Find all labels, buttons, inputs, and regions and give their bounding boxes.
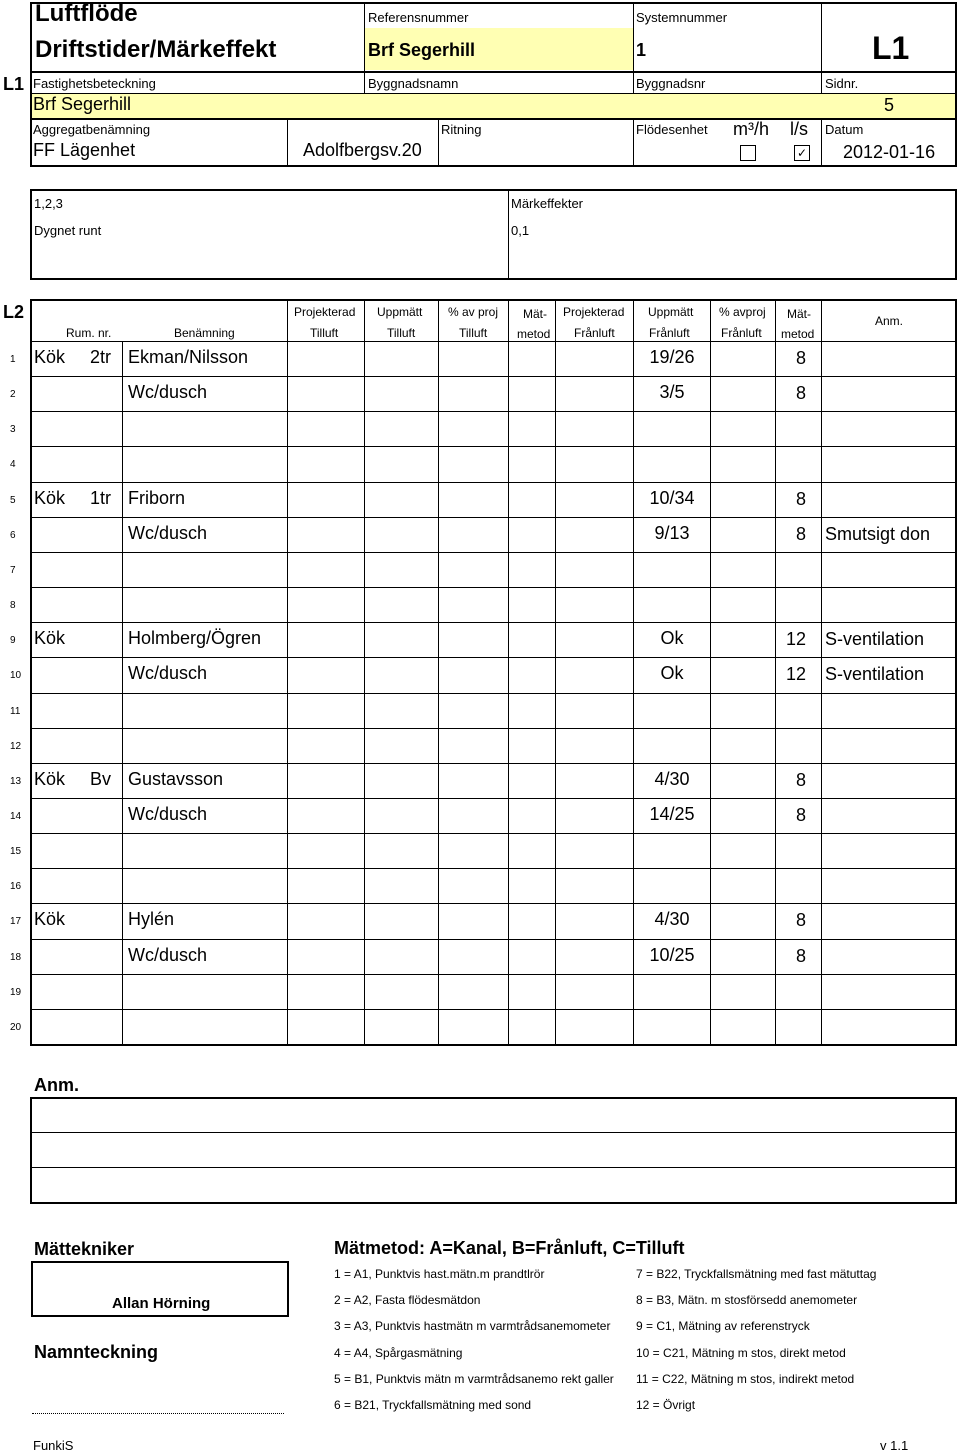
row-number: 14 [10,811,22,822]
cell-rum[interactable]: Kök [34,769,66,789]
cell-uppmatt-franluft[interactable]: 10/25 [649,945,695,965]
cell-floor[interactable]: 2tr [90,347,112,367]
unit-m3h-label: m³/h [733,119,769,139]
byggnadsnamn-label: Byggnadsnamn [368,76,459,91]
header-pct-tilluft-2: Tilluft [459,326,488,340]
cell-floor[interactable]: Bv [90,769,112,789]
cell-benamning[interactable]: Holmberg/Ögren [128,628,262,648]
form-title: Luftflöde [35,0,138,27]
row-number: 1 [10,354,16,365]
notes-line-3[interactable] [32,1168,955,1202]
cell-rum[interactable]: Kök [34,909,66,929]
row-label-l2: L2 [3,302,25,322]
table-row[interactable] [0,763,960,798]
cell-rum[interactable]: Kök [34,347,66,367]
header-proj-franluft-2: Frånluft [574,326,615,340]
method-item: 2 = A2, Fasta flödesmätdon [334,1293,481,1308]
method-item: 6 = B21, Tryckfallsmätning med sond [334,1398,532,1412]
table-row[interactable] [0,341,960,376]
form-subtitle: Driftstider/Märkeffekt [35,36,277,63]
row-number: 20 [10,1022,22,1033]
row-number: 6 [10,530,16,541]
unit-ls-label: l/s [790,119,808,139]
cell-benamning[interactable]: Ekman/Nilsson [128,347,249,367]
table-row[interactable] [0,376,960,411]
mattekniker-name[interactable]: Allan Hörning [112,1295,211,1312]
table-row[interactable] [0,622,960,657]
row-number: 18 [10,952,22,963]
cell-matmetod-franluft[interactable]: 12 [785,664,806,684]
form-code: L1 [872,30,910,66]
cell-uppmatt-franluft[interactable]: Ok [660,663,684,683]
cell-matmetod-franluft[interactable]: 8 [795,348,806,368]
aggregat-label: Aggregatbenämning [33,122,151,137]
datum-label: Datum [825,122,864,137]
signature-line[interactable] [32,1413,284,1414]
table-row[interactable] [0,939,960,974]
header-matmetod-f-2: metod [781,327,815,341]
row-number: 2 [10,389,16,400]
table-row[interactable] [0,411,960,446]
cell-anm[interactable]: S-ventilation [825,629,925,649]
header-pct-tilluft-1: % av proj [448,305,499,319]
cell-matmetod-franluft[interactable]: 8 [795,383,806,403]
method-item: 12 = Övrigt [636,1398,696,1412]
flodesenhet-label: Flödesenhet [636,122,708,137]
method-item: 4 = A4, Spårgasmätning [334,1345,463,1360]
table-row[interactable] [0,728,960,763]
table-row[interactable] [0,552,960,587]
row-number: 19 [10,987,22,998]
cell-uppmatt-franluft[interactable]: 10/34 [649,488,695,508]
cell-rum[interactable]: Kök [34,488,66,508]
header-upp-tilluft-1: Uppmätt [377,305,423,319]
table-row[interactable] [0,657,960,692]
version-label: v 1.1 [880,1438,909,1453]
cell-floor[interactable]: 1tr [90,488,112,508]
markeffekt-value[interactable]: 0,1 [511,223,530,238]
row-number: 5 [10,495,16,506]
method-item: 1 = A1, Punktvis hast.mätn.m prandtlrör [334,1267,545,1281]
table-row[interactable] [0,482,960,517]
header-upp-tilluft-2: Tilluft [387,326,416,340]
system-value[interactable]: 1 [636,40,647,60]
referens-value[interactable]: Brf Segerhill [368,40,476,60]
header-anm: Anm. [875,314,904,328]
cell-benamning[interactable]: Wc/dusch [128,523,208,543]
header-proj-tilluft-1: Projekterad [294,305,356,319]
method-item: 10 = C21, Mätning m stos, direkt metod [636,1345,846,1360]
address-value[interactable]: Adolfbergsv.20 [303,140,422,160]
table-row[interactable] [0,517,960,552]
row-number: 3 [10,424,16,435]
cell-matmetod-franluft[interactable]: 8 [795,805,806,825]
method-item: 8 = B3, Mätn. m stosförsedd anemometer [636,1293,858,1308]
cell-matmetod-franluft[interactable]: 8 [795,489,806,509]
table-row[interactable] [0,1009,960,1044]
sidnr-label: Sidnr. [825,76,859,91]
header-matmetod-t-2: metod [517,327,551,341]
row-number: 10 [10,670,22,681]
dygnet-label: Dygnet runt [34,223,102,238]
table-row[interactable] [0,693,960,728]
cell-matmetod-franluft[interactable]: 8 [795,524,806,544]
row-number: 4 [10,459,16,470]
aggregat-value[interactable]: FF Lägenhet [33,140,136,160]
table-row[interactable] [0,798,960,833]
header-proj-franluft-1: Projekterad [563,305,625,319]
row-number: 13 [10,776,22,787]
cell-benamning[interactable]: Gustavsson [128,769,224,789]
method-item: 11 = C22, Mätning m stos, indirekt metod [636,1371,855,1386]
header-upp-franluft-1: Uppmätt [648,305,694,319]
cell-uppmatt-franluft[interactable]: 4/30 [654,909,690,929]
cell-matmetod-franluft[interactable]: 8 [795,910,806,930]
notes-line-1[interactable] [32,1099,955,1132]
header-rum: Rum. nr. [66,326,112,340]
sidnr-value[interactable]: 5 [884,95,895,115]
fastighet-label: Fastighetsbeteckning [33,76,156,91]
cell-benamning[interactable]: Wc/dusch [128,945,208,965]
brand-label: FunkiS [33,1438,74,1453]
header-benamning: Benämning [174,326,235,340]
method-item: 9 = C1, Mätning av referenstryck [636,1319,810,1334]
unit-ls-checkbox[interactable]: ✓ [794,145,810,161]
cell-uppmatt-franluft[interactable]: 14/25 [649,804,695,824]
cell-benamning[interactable]: Wc/dusch [128,382,208,402]
cell-benamning[interactable]: Wc/dusch [128,663,208,683]
row-number: 12 [10,741,22,752]
header-pct-franluft-1: % avproj [719,305,766,319]
row-number: 11 [10,706,21,717]
method-item: 5 = B1, Punktvis mätn m varmtrådsanemo rekt galler [334,1371,614,1386]
header-pct-franluft-2: Frånluft [721,326,762,340]
table-row[interactable] [0,974,960,1009]
header-matmetod-t-1: Mät- [523,307,547,321]
row-label-l1: L1 [3,74,25,94]
table-row[interactable] [0,903,960,938]
row-number: 17 [10,916,22,927]
cell-rum[interactable]: Kök [34,628,66,648]
row-number: 7 [10,565,16,576]
method-item: 7 = B22, Tryckfallsmätning med fast mätuttag [636,1267,877,1281]
header-matmetod-f-1: Mät- [787,307,811,321]
byggnadsnr-label: Byggnadsnr [636,76,706,91]
table-row[interactable] [0,868,960,903]
notes-label: Anm. [34,1075,79,1095]
row-number: 15 [10,846,22,857]
cell-uppmatt-franluft[interactable]: 9/13 [654,523,690,543]
unit-m3h-checkbox[interactable] [740,145,756,161]
cell-benamning[interactable]: Friborn [128,488,186,508]
markeffekter-label: Märkeffekter [511,196,584,211]
cell-matmetod-franluft[interactable]: 8 [795,770,806,790]
fastighet-value[interactable]: Brf Segerhill [33,94,132,114]
system-label: Systemnummer [636,10,728,25]
schedule-days[interactable]: 1,2,3 [34,196,63,211]
matmetod-title: Mätmetod: A=Kanal, B=Frånluft, C=Tilluft [334,1238,685,1258]
table-row[interactable] [0,833,960,868]
referens-label: Referensnummer [368,10,469,25]
cell-uppmatt-franluft[interactable]: 3/5 [659,382,685,402]
namnteckning-label: Namnteckning [34,1342,159,1362]
cell-matmetod-franluft[interactable]: 12 [785,629,806,649]
notes-line-2[interactable] [32,1133,955,1167]
cell-benamning[interactable]: Wc/dusch [128,804,208,824]
ritning-label: Ritning [441,122,482,137]
row-number: 16 [10,881,22,892]
table-row[interactable] [0,446,960,481]
cell-uppmatt-franluft[interactable]: 4/30 [654,769,690,789]
header-proj-tilluft-2: Tilluft [310,326,339,340]
row-number: 9 [10,635,16,646]
cell-uppmatt-franluft[interactable]: Ok [660,628,684,648]
row-number: 8 [10,600,16,611]
datum-value[interactable]: 2012-01-16 [843,142,936,162]
table-row[interactable] [0,587,960,622]
cell-matmetod-franluft[interactable]: 8 [795,946,806,966]
header-upp-franluft-2: Frånluft [649,326,690,340]
cell-anm[interactable]: Smutsigt don [825,524,931,544]
fastighet-highlight [31,93,955,118]
cell-anm[interactable]: S-ventilation [825,664,925,684]
cell-benamning[interactable]: Hylén [128,909,175,929]
mattekniker-label: Mättekniker [34,1239,135,1259]
cell-uppmatt-franluft[interactable]: 19/26 [649,347,695,367]
method-item: 3 = A3, Punktvis hastmätn m varmtrådsanemometer [334,1319,611,1334]
